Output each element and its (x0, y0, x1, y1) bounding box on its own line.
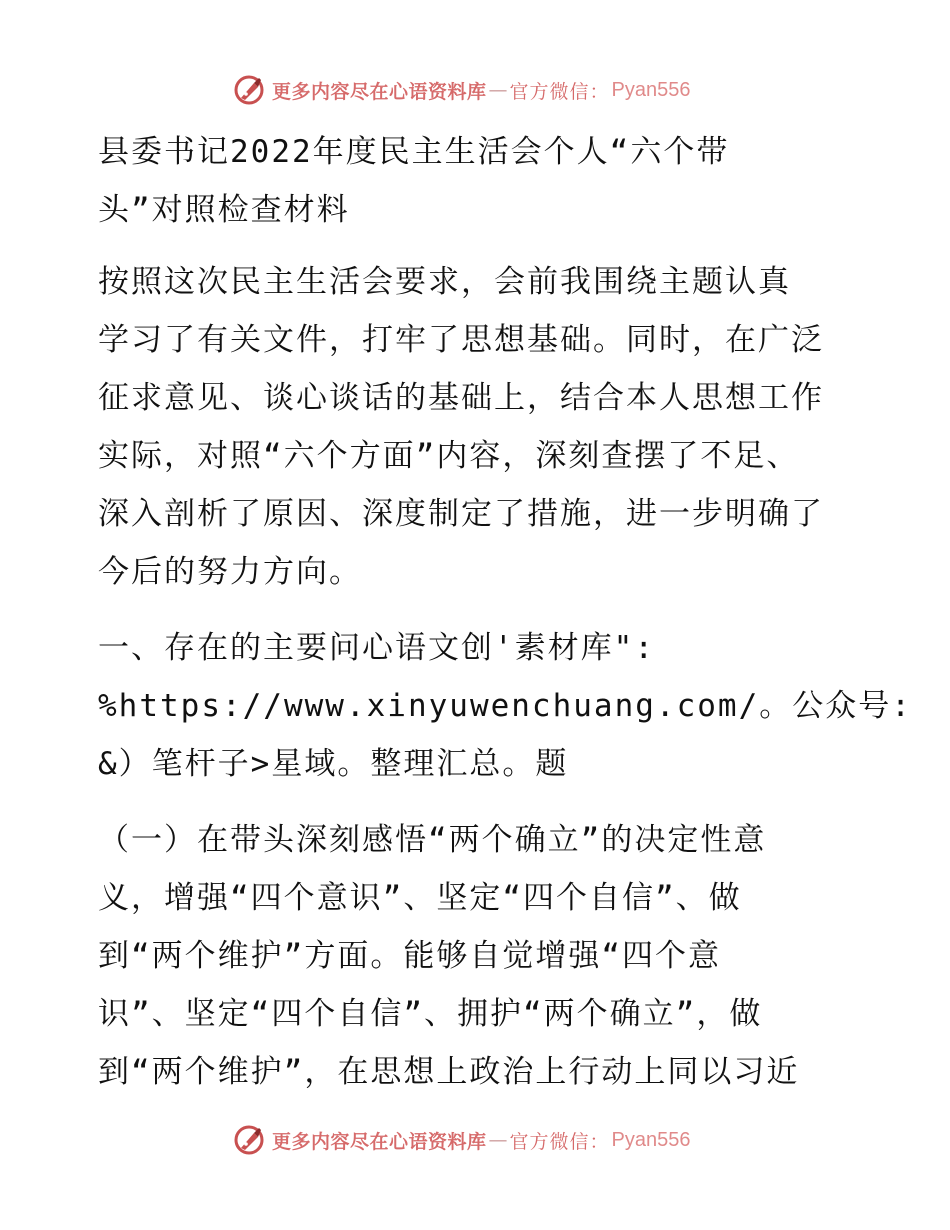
paragraph-line: 深入剖析了原因、深度制定了措施，进一步明确了 (98, 496, 824, 532)
paragraph-line: 征求意见、谈心谈话的基础上，结合本人思想工作 (98, 380, 824, 416)
intro-paragraph (98, 253, 858, 601)
title-line: 县委书记2022年度民主生活会个人“六个带 (98, 134, 730, 170)
paragraph-line: 学习了有关文件，打牢了思想基础。同时，在广泛 (98, 322, 824, 358)
paragraph-line: 实际，对照“六个方面”内容，深刻查摆了不足、 (98, 438, 800, 474)
section-line: 一、存在的主要问心语文创'素材库": (98, 630, 655, 666)
section-line: &）笔杆子>星域。整理汇总。题 (98, 746, 569, 782)
watermark-wechat-id: Pyan556 (611, 1128, 691, 1151)
paragraph-line: 今后的努力方向。 (98, 554, 362, 590)
section-heading (98, 619, 912, 793)
watermark-separator: — (488, 79, 508, 101)
paragraph-line: 到“两个维护”，在思想上政治上行动上同以习近 (98, 1054, 800, 1090)
paragraph-line: （一）在带头深刻感悟“两个确立”的决定性意 (98, 822, 767, 858)
watermark-wechat-id: Pyan556 (611, 78, 691, 101)
watermark-site-text: 更多内容尽在心语资料库 (272, 80, 487, 103)
watermark-label: 官方微信： (509, 80, 610, 103)
document-title (98, 123, 858, 239)
document-body (98, 123, 912, 1101)
watermark-header (232, 70, 691, 110)
watermark-site-text: 更多内容尽在心语资料库 (272, 1130, 487, 1153)
section-line: %https://www.xinyuwenchuang.com/。公众号: (98, 688, 912, 724)
paragraph-line: 义，增强“四个意识”、坚定“四个自信”、做 (98, 880, 742, 916)
pen-nib-circle-icon (232, 1123, 266, 1157)
subsection-paragraph (98, 811, 858, 1101)
paragraph-line: 按照这次民主生活会要求，会前我围绕主题认真 (98, 264, 791, 300)
paragraph-line: 识”、坚定“四个自信”、拥护“两个确立”，做 (98, 996, 763, 1032)
watermark-separator: — (488, 1129, 508, 1151)
watermark-label: 官方微信： (509, 1130, 610, 1153)
pen-nib-circle-icon (232, 73, 266, 107)
title-line: 头”对照检查材料 (98, 192, 350, 228)
paragraph-line: 到“两个维护”方面。能够自觉增强“四个意 (98, 938, 721, 974)
watermark-footer (232, 1120, 691, 1160)
